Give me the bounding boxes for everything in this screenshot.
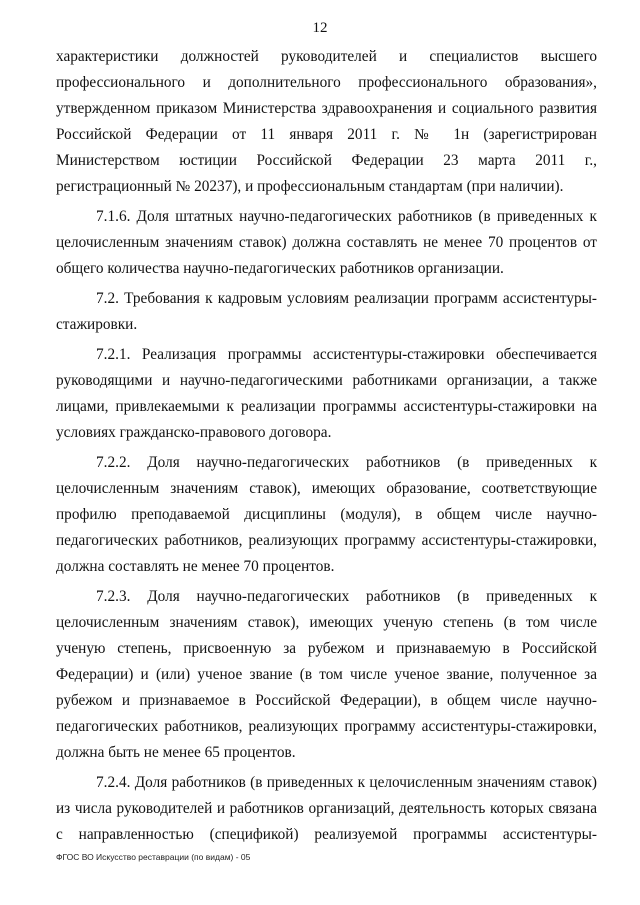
document-body xyxy=(56,44,597,848)
paragraph-7-2-3: 7.2.3. Доля научно-педагогических работников (в приведенных к целочисленным значениям ставок), имеющих ученую степень (в том числе ученую степень, присвоенную за рубежом и признаваемую в Российской Федерации) и (или) ученое звание (в том числе ученое звание, полученное за рубежом и признаваемое в Российской Федерации), в общем числе научно-педагогических работников, реализующих программу ассистентуры-стажировки, должна быть не менее 65 процентов. xyxy=(56,588,597,761)
paragraph-7-1-6: 7.1.6. Доля штатных научно-педагогических работников (в приведенных к целочисленным значениям ставок) должна составлять не менее 70 процентов от общего количества научно-педагогических работников организации. xyxy=(56,208,597,277)
paragraph-7-2-1: 7.2.1. Реализация программы ассистентуры-стажировки обеспечивается руководящими и научно-педагогическими работниками организации, а также лицами, привлекаемыми к реализации программы ассистентуры-стажировки на условиях гражданско-правового договора. xyxy=(56,346,597,441)
page-footer: ФГОС ВО Искусство реставрации (по видам) - 05 xyxy=(56,852,251,862)
paragraph-continued: характеристики должностей руководителей и специалистов высшего профессионального и дополнительного профессионального образования», утвержденном приказом Министерства здравоохранения и социального развития Российской Федерации от 11 января 2011 г. № 1н (зарегистрирован Министерством юстиции Российской Федерации 23 марта 2011 г., регистрационный № 20237), и профессиональным стандартам (при наличии). xyxy=(56,48,597,195)
page-number: 12 xyxy=(312,20,328,36)
paragraph-7-2: 7.2. Требования к кадровым условиям реализации программ ассистентуры-стажировки. xyxy=(56,290,597,333)
paragraph-7-2-2: 7.2.2. Доля научно-педагогических работников (в приведенных к целочисленным значениям ставок), имеющих образование, соответствующие профилю преподаваемой дисциплины (модуля), в общем числе научно-педагогических работников, реализующих программу ассистентуры-стажировки, должна составлять не менее 70 процентов. xyxy=(56,454,597,575)
paragraph-7-2-4: 7.2.4. Доля работников (в приведенных к целочисленным значениям ставок) из числа руководителей и работников организаций, деятельность которых связана с направленностью (спецификой) реализуемой программы ассистентуры- xyxy=(56,774,597,843)
